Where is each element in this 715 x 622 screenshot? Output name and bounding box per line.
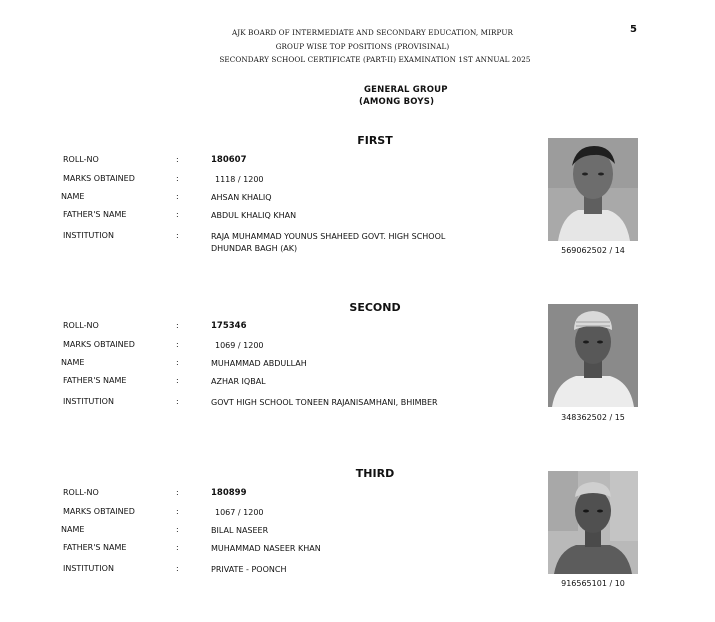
marks-value: 1067 / 1200 (215, 508, 264, 517)
name-value: BILAL NASEER (211, 526, 269, 535)
name-label: NAME (61, 525, 85, 534)
name-label: NAME (61, 358, 85, 367)
marks-label: MARKS OBTAINED (63, 507, 135, 516)
father-row (0, 376, 520, 388)
student-photo-image (548, 138, 638, 241)
colon: : (176, 155, 179, 164)
father-label: FATHER'S NAME (63, 376, 127, 385)
colon: : (176, 543, 179, 552)
header-board-name: AJK BOARD OF INTERMEDIATE AND SECONDARY EDUCATION, MIRPUR (231, 28, 514, 37)
institution-label: INSTITUTION (63, 397, 114, 406)
roll-no-value: 180607 (211, 155, 247, 165)
position-third (0, 467, 715, 622)
name-row (0, 358, 520, 370)
colon: : (176, 507, 179, 516)
photo-code: 916565101 / 10 (561, 579, 625, 588)
marks-value: 1069 / 1200 (215, 341, 264, 350)
position-title: SECOND (349, 301, 401, 314)
position-first (0, 134, 715, 289)
colon: : (176, 340, 179, 349)
institution-row (0, 231, 520, 253)
roll-no-value: 180899 (211, 488, 247, 498)
student-photo-image (548, 304, 638, 407)
roll-no-label: ROLL-NO (63, 155, 99, 164)
colon: : (176, 321, 179, 330)
roll-no-row (0, 488, 520, 500)
name-label: NAME (61, 192, 85, 201)
colon: : (176, 358, 179, 367)
father-value: MUHAMMAD NASEER KHAN (211, 544, 321, 553)
colon: : (176, 231, 179, 240)
photo-code: 348362502 / 15 (561, 413, 625, 422)
institution-row (0, 564, 520, 576)
name-value: AHSAN KHALIQ (211, 193, 272, 202)
institution-value: GOVT HIGH SCHOOL TONEEN RAJANISAMHANI, BHIMBER (211, 398, 438, 407)
father-value: AZHAR IQBAL (211, 377, 266, 386)
father-row (0, 210, 520, 222)
group-subtitle: (AMONG BOYS) (359, 97, 435, 107)
institution-value: PRIVATE - POONCH (211, 565, 287, 574)
roll-no-label: ROLL-NO (63, 321, 99, 330)
institution-row (0, 397, 520, 409)
name-row (0, 525, 520, 537)
student-photo (548, 138, 638, 241)
colon: : (176, 210, 179, 219)
institution-label: INSTITUTION (63, 231, 114, 240)
colon: : (176, 397, 179, 406)
institution-label: INSTITUTION (63, 564, 114, 573)
marks-row (0, 340, 520, 352)
photo-code: 569062502 / 14 (561, 246, 625, 255)
roll-no-value: 175346 (211, 321, 247, 331)
position-second (0, 301, 715, 456)
header-result-type: GROUP WISE TOP POSITIONS (PROVISINAL) (275, 41, 450, 51)
roll-no-label: ROLL-NO (63, 488, 99, 497)
colon: : (176, 564, 179, 573)
student-photo-image (548, 471, 638, 574)
position-title: FIRST (357, 134, 393, 147)
page-number: 5 (630, 24, 637, 35)
marks-value: 1118 / 1200 (215, 175, 264, 184)
marks-row (0, 507, 520, 519)
colon: : (176, 525, 179, 534)
colon: : (176, 192, 179, 201)
header-exam-name: SECONDARY SCHOOL CERTIFICATE (PART-II) EXAMINATION 1ST ANNUAL 2025 (219, 55, 531, 64)
father-label: FATHER'S NAME (63, 543, 127, 552)
colon: : (176, 488, 179, 497)
marks-row (0, 174, 520, 186)
father-label: FATHER'S NAME (63, 210, 127, 219)
institution-value: RAJA MUHAMMAD YOUNUS SHAHEED GOVT. HIGH SCHOOL DHUNDAR BAGH (AK) (211, 232, 446, 253)
roll-no-row (0, 321, 520, 333)
name-value: MUHAMMAD ABDULLAH (211, 359, 307, 368)
marks-label: MARKS OBTAINED (63, 174, 135, 183)
marks-label: MARKS OBTAINED (63, 340, 135, 349)
colon: : (176, 376, 179, 385)
father-value: ABDUL KHALIQ KHAN (211, 211, 297, 220)
group-title: GENERAL GROUP (364, 85, 448, 95)
colon: : (176, 174, 179, 183)
father-row (0, 543, 520, 555)
document-header (0, 26, 715, 67)
position-title: THIRD (355, 467, 395, 480)
name-row (0, 192, 520, 204)
roll-no-row (0, 155, 520, 167)
student-photo (548, 471, 638, 574)
student-photo (548, 304, 638, 407)
